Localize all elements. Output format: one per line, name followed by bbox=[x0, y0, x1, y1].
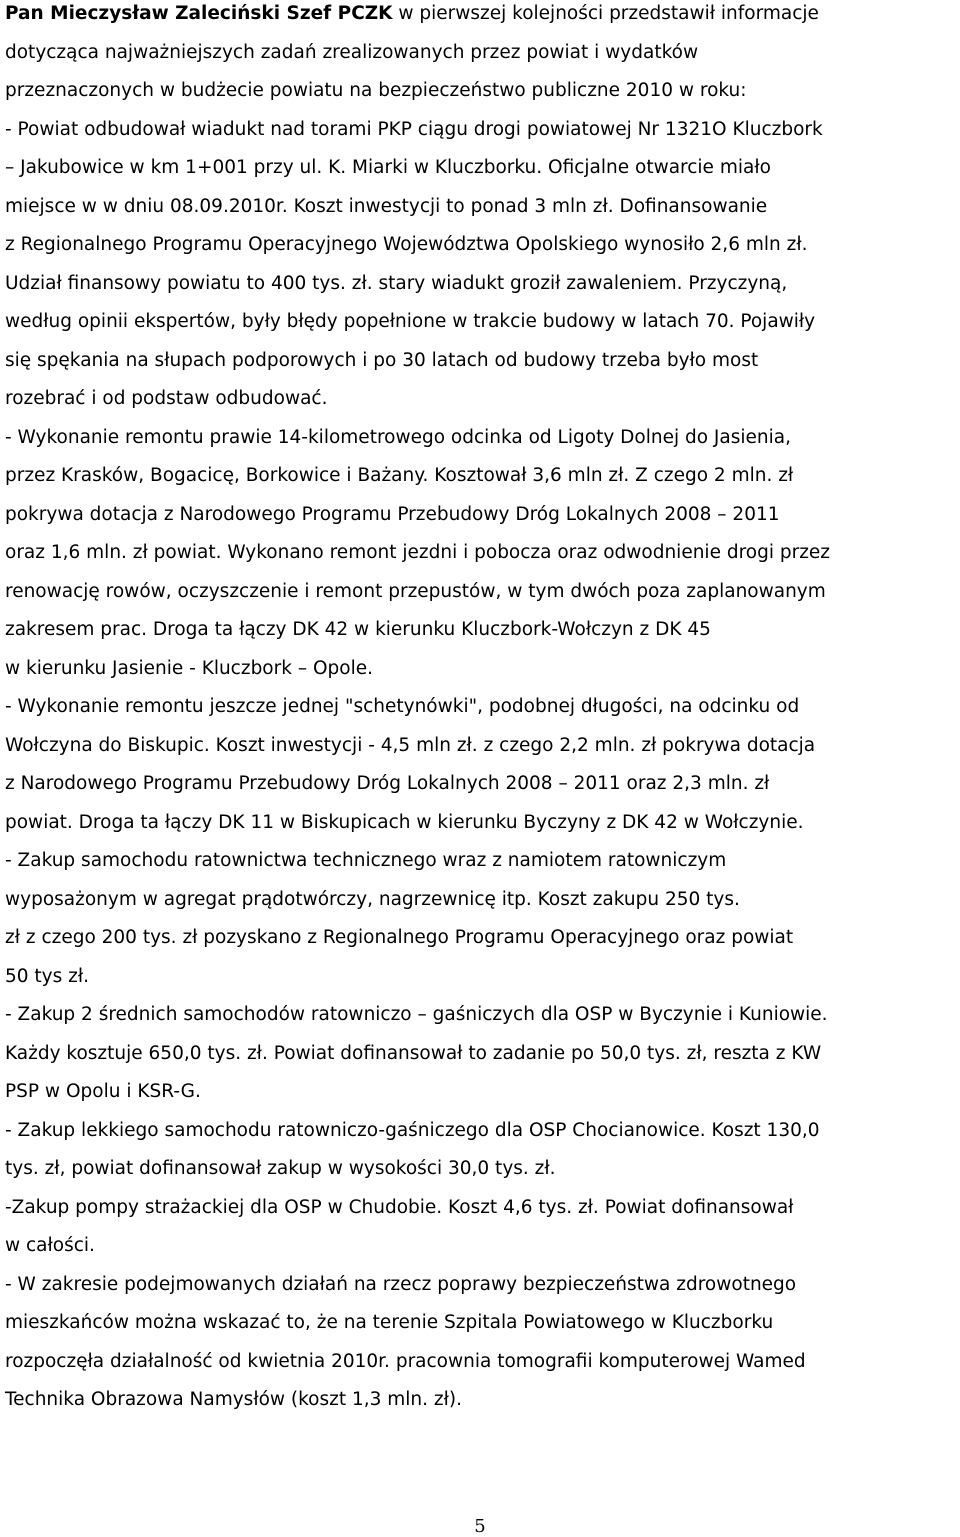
text-line bbox=[5, 2, 955, 41]
line-text: - Zakup lekkiego samochodu ratowniczo-gaśniczego dla OSP Chocianowice. Koszt 130,0 bbox=[5, 1119, 820, 1141]
text-line bbox=[5, 541, 955, 580]
text-line bbox=[5, 1273, 955, 1312]
line-text: przez Krasków, Bogacicę, Borkowice i Bażany. Kosztował 3,6 mln zł. Z czego 2 mln. zł bbox=[5, 465, 794, 486]
text-line bbox=[5, 272, 955, 311]
text-line bbox=[5, 772, 955, 811]
line-text: przeznaczonych w budżecie powiatu na bezpieczeństwo publiczne 2010 w roku: bbox=[5, 80, 747, 101]
line-text: - W zakresie podejmowanych działań na rzecz poprawy bezpieczeństwa zdrowotnego bbox=[5, 1273, 797, 1295]
text-line bbox=[5, 849, 955, 888]
speaker-name: Pan Mieczysław Zaleciński Szef PCZK bbox=[5, 3, 393, 24]
text-line bbox=[5, 1350, 955, 1389]
line-text: - Wykonanie remontu prawie 14-kilometrowego odcinka od Ligoty Dolnej do Jasienia, bbox=[5, 426, 791, 448]
text-line bbox=[5, 41, 955, 80]
text-line bbox=[5, 118, 955, 157]
line-text: - Zakup 2 średnich samochodów ratowniczo – gaśniczych dla OSP w Byczynie i Kuniowie. bbox=[5, 1004, 828, 1025]
line-text: pokrywa dotacja z Narodowego Programu Przebudowy Dróg Lokalnych 2008 – 2011 bbox=[5, 503, 780, 525]
line-text: 50 tys zł. bbox=[5, 965, 89, 987]
line-text: tys. zł, powiat dofinansował zakup w wysokości 30,0 tys. zł. bbox=[5, 1158, 556, 1179]
line-text: z Narodowego Programu Przebudowy Dróg Lokalnych 2008 – 2011 oraz 2,3 mln. zł bbox=[5, 773, 770, 794]
line-text: renowację rowów, oczyszczenie i remont przepustów, w tym dwóch poza zaplanowanym bbox=[5, 580, 826, 602]
text-line bbox=[5, 195, 955, 234]
line-text: rozpoczęła działalność od kwietnia 2010r. pracownia tomografii komputerowej Wamed bbox=[5, 1350, 806, 1372]
text-line bbox=[5, 811, 955, 850]
text-line bbox=[5, 156, 955, 195]
text-line bbox=[5, 1119, 955, 1158]
text-line bbox=[5, 657, 955, 696]
text-line bbox=[5, 79, 955, 118]
line-text: zł z czego 200 tys. zł pozyskano z Regionalnego Programu Operacyjnego oraz powiat bbox=[5, 927, 794, 948]
line-text: oraz 1,6 mln. zł powiat. Wykonano remont jezdni i pobocza oraz odwodnienie drogi przez bbox=[5, 542, 831, 563]
text-line bbox=[5, 1311, 955, 1350]
text-line bbox=[5, 503, 955, 542]
line-text: z Regionalnego Programu Operacyjnego Województwa Opolskiego wynosiło 2,6 mln zł. bbox=[5, 234, 808, 255]
text-line bbox=[5, 580, 955, 619]
line-text: rozebrać i od podstaw odbudować. bbox=[5, 388, 328, 409]
text-line bbox=[5, 695, 955, 734]
line-text: wyposażonym w agregat prądotwórczy, nagrzewnicę itp. Koszt zakupu 250 tys. bbox=[5, 888, 740, 910]
text-line bbox=[5, 349, 955, 388]
line-text: w kierunku Jasienie - Kluczbork – Opole. bbox=[5, 657, 373, 679]
text-line bbox=[5, 1388, 955, 1427]
text-line bbox=[5, 310, 955, 349]
line-text: -Zakup pompy strażackiej dla OSP w Chudobie. Koszt 4,6 tys. zł. Powiat dofinansował bbox=[5, 1196, 794, 1218]
line-text: Każdy kosztuje 650,0 tys. zł. Powiat dofinansował to zadanie po 50,0 tys. zł, reszta z KW bbox=[5, 1042, 822, 1064]
text-line bbox=[5, 426, 955, 465]
text-line bbox=[5, 1042, 955, 1081]
text-line bbox=[5, 1080, 955, 1119]
line-text: – Jakubowice w km 1+001 przy ul. K. Miarki w Kluczborku. Oficjalne otwarcie miało bbox=[5, 157, 771, 178]
line-text: w całości. bbox=[5, 1235, 95, 1256]
line-text: mieszkańców można wskazać to, że na terenie Szpitala Powiatowego w Kluczborku bbox=[5, 1312, 774, 1333]
line-text: PSP w Opolu i KSR-G. bbox=[5, 1081, 201, 1102]
text-line bbox=[5, 1234, 955, 1273]
text-line bbox=[5, 926, 955, 965]
text-line bbox=[5, 464, 955, 503]
line-text: Technika Obrazowa Namysłów (koszt 1,3 mln. zł). bbox=[5, 1389, 462, 1410]
line-text: się spękania na słupach podporowych i po 30 latach od budowy trzeba było most bbox=[5, 349, 759, 371]
line-text: dotycząca najważniejszych zadań zrealizowanych przez powiat i wydatków bbox=[5, 41, 699, 63]
text-line bbox=[5, 1196, 955, 1235]
text-line bbox=[5, 965, 955, 1004]
document-body bbox=[5, 2, 955, 1427]
text-line bbox=[5, 734, 955, 773]
line-text: - Wykonanie remontu jeszcze jednej "schetynówki", podobnej długości, na odcinku od bbox=[5, 696, 800, 717]
line-text: powiat. Droga ta łączy DK 11 w Biskupicach w kierunku Byczyny z DK 42 w Wołczynie. bbox=[5, 811, 804, 833]
text-line bbox=[5, 233, 955, 272]
text-line bbox=[5, 618, 955, 657]
page-number: 5 bbox=[474, 1516, 486, 1537]
line-text: zakresem prac. Droga ta łączy DK 42 w kierunku Kluczbork-Wołczyn z DK 45 bbox=[5, 619, 711, 640]
text-line bbox=[5, 387, 955, 426]
line-text: Udział finansowy powiatu to 400 tys. zł. stary wiadukt groził zawaleniem. Przyczyną, bbox=[5, 272, 788, 294]
line-text: Wołczyna do Biskupic. Koszt inwestycji - 4,5 mln zł. z czego 2,2 mln. zł pokrywa dotacja bbox=[5, 734, 816, 756]
text-line bbox=[5, 1157, 955, 1196]
line-text: miejsce w w dniu 08.09.2010r. Koszt inwestycji to ponad 3 mln zł. Dofinansowanie bbox=[5, 195, 768, 217]
text-line bbox=[5, 1003, 955, 1042]
line-text: według opinii ekspertów, były błędy popełnione w trakcie budowy w latach 70. Pojawiły bbox=[5, 311, 816, 332]
line-text: - Powiat odbudował wiadukt nad torami PKP ciągu drogi powiatowej Nr 1321O Kluczbork bbox=[5, 118, 823, 140]
line-text: w pierwszej kolejności przedstawił informacje bbox=[392, 3, 819, 24]
text-line bbox=[5, 888, 955, 927]
line-text: - Zakup samochodu ratownictwa technicznego wraz z namiotem ratowniczym bbox=[5, 850, 727, 871]
